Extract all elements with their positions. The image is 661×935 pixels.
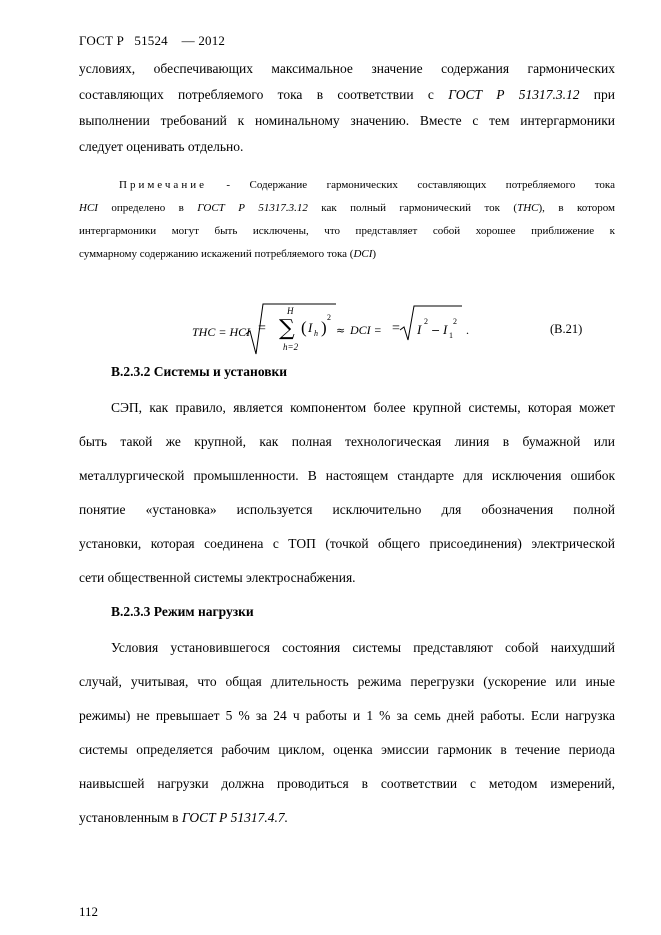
text-line: интергармоники могут быть исключены, что представляет собой хорошее приближение к <box>79 225 615 237</box>
standard-reference: ГОСТ Р 51317.3.12 <box>197 202 308 214</box>
paren-open: ( <box>301 318 307 337</box>
minus-sign: − <box>431 324 441 337</box>
dci-label: DCI = <box>350 323 382 337</box>
section-systems-paragraph <box>79 396 615 600</box>
section-load-paragraph <box>79 636 615 840</box>
text-line: условиях, обеспечивающих максимальное значение содержания гармонических <box>79 61 615 76</box>
paren-close: ) <box>321 318 327 337</box>
text-line: системы определяется рабочим циклом, оценка эмиссии гармоник в течение периода <box>79 742 615 757</box>
formula-equals: = <box>258 321 266 336</box>
text-line: суммарному содержанию искажений потребляемого тока (DCI) <box>79 248 377 260</box>
text-line: следует оценивать отдельно. <box>79 139 244 154</box>
term-subscript: h <box>314 329 318 338</box>
text-line: сети общественной системы электроснабжения. <box>79 570 356 585</box>
note-block <box>79 174 615 266</box>
sum-upper: H <box>287 306 294 316</box>
text-line: быть такой же крупной, как полная технологическая линия в бумажной или <box>79 434 615 449</box>
i-squared-sup: 2 <box>424 317 428 326</box>
formula-lhs: THC = HCI <box>192 325 251 339</box>
document-header: ГОСТ Р 51524 — 2012 <box>79 33 226 48</box>
page-number: 112 <box>79 904 99 919</box>
text-line: составляющих потребляемого тока в соответствии с ГОСТ Р 51317.3.12 при <box>79 87 615 102</box>
i-one-sup: 2 <box>453 317 457 326</box>
i-one-sub: 1 <box>449 331 453 340</box>
text-line: наивысшей нагрузки должна проводиться в соответствии с методом измерений, <box>79 776 615 791</box>
text-line: СЭП, как правило, является компонентом более крупной системы, которая может <box>111 400 615 415</box>
text-line: случай, учитывая, что общая длительность режима перегрузки (ускорение или иные <box>79 674 615 689</box>
text-line: HCI определено в ГОСТ Р 51317.3.12 как полный гармонический ток (THC), в котором <box>79 202 616 214</box>
section-heading-load-mode: В.2.3.3 Режим нагрузки <box>111 604 254 619</box>
intro-paragraph <box>79 56 615 160</box>
formula-equals-2: = <box>392 321 400 336</box>
i-one: I <box>443 322 448 337</box>
text-line: металлургической промышленности. В настоящем стандарте для исключения ошибок <box>79 468 615 483</box>
text-line: выполнении требований к номинальному значению. Вместе с тем интергармоники <box>79 113 615 128</box>
equation-number: (В.21) <box>550 322 583 336</box>
text-line: установки, которая соединена с ТОП (точкой общего присоединения) электрической <box>79 536 615 551</box>
text-line: Условия установившегося состояния системы представляют собой наихудший <box>111 640 615 655</box>
term-superscript: 2 <box>327 313 331 322</box>
i-squared: I <box>417 322 422 337</box>
approx-sign: ≈ <box>336 324 346 337</box>
note-label: Примечание <box>119 179 207 191</box>
text-line: установленным в ГОСТ Р 51317.4.7. <box>79 810 289 825</box>
text-line: понятие «установка» используется исключительно для обозначения полной <box>79 502 615 517</box>
text-line: режимы) не превышает 5 % за 24 ч работы и 1 % за семь дней работы. Если нагрузка <box>79 708 615 723</box>
sum-symbol: ∑ <box>279 316 295 341</box>
term-i: I <box>308 320 313 335</box>
text-line: Примечание - Содержание гармонических составляющих потребляемого тока <box>119 179 615 191</box>
sum-lower: h=2 <box>283 342 299 352</box>
formula-b21 <box>190 300 630 360</box>
standard-reference: ГОСТ Р 51317.3.12 <box>448 87 580 102</box>
section-heading-systems: В.2.3.2 Системы и установки <box>111 364 288 379</box>
standard-reference: ГОСТ Р 51317.4.7. <box>181 810 289 825</box>
formula-dot: . <box>466 323 469 337</box>
